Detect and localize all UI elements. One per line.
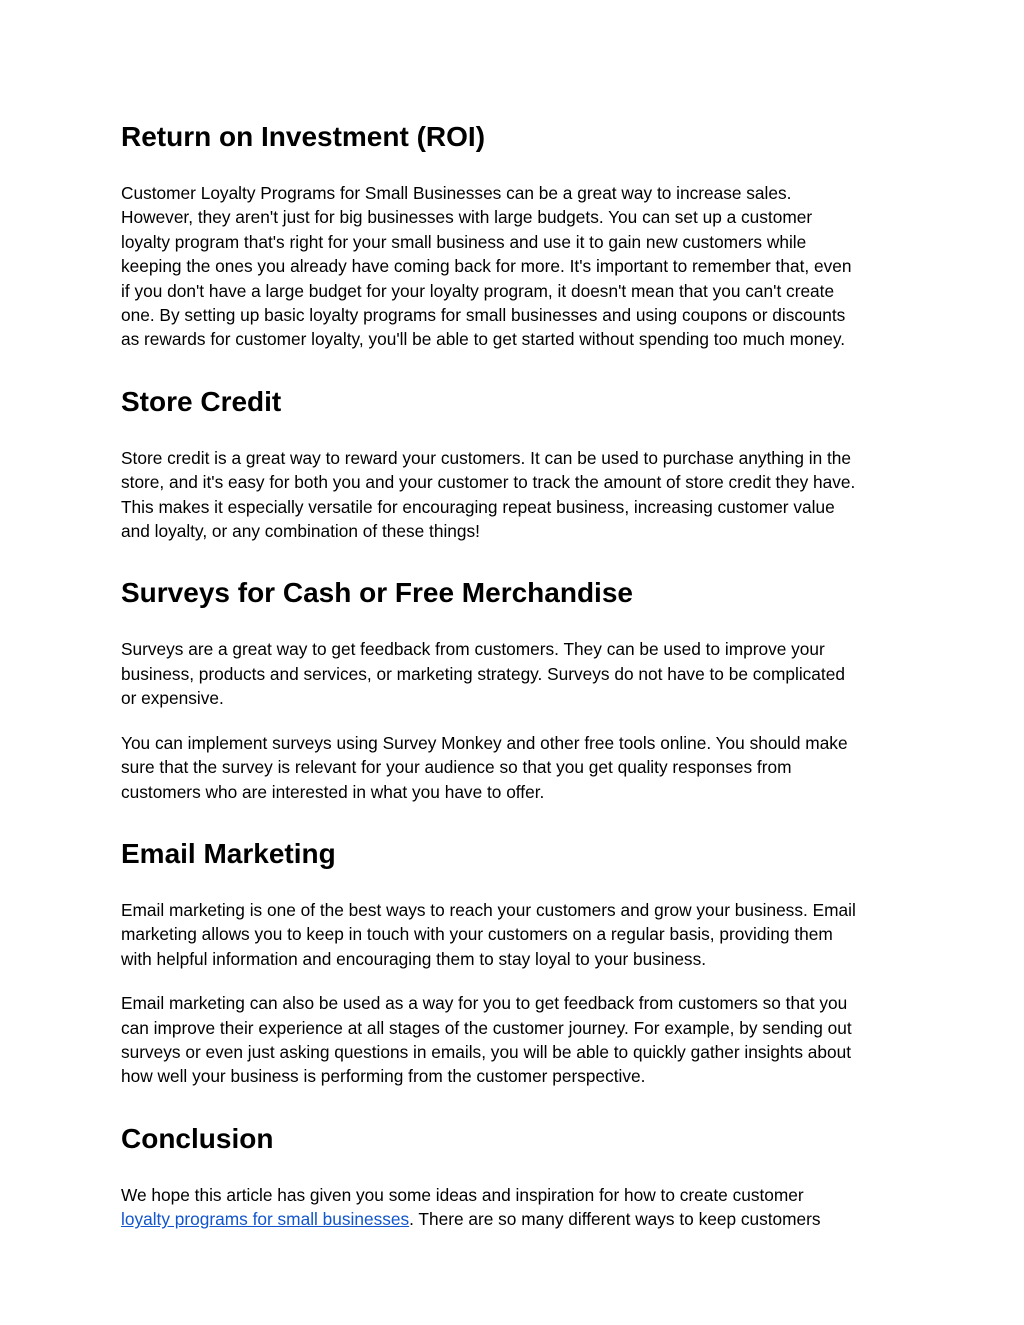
text-line: Store credit is a great way to reward your customers. It can be used to purchase anything in the	[121, 447, 852, 468]
body-paragraph	[121, 446, 911, 544]
text-line: loyalty program that's right for your small business and use it to gain new customers while	[121, 231, 807, 252]
body-paragraph	[121, 731, 911, 804]
section-conclusion	[121, 1119, 911, 1232]
section-heading: Conclusion	[121, 1122, 274, 1154]
body-paragraph	[121, 1183, 911, 1232]
text-line: This makes it especially versatile for encouraging repeat business, increasing customer value	[121, 496, 835, 517]
text-line: keeping the ones you already have coming back for more. It's important to remember that, even	[121, 256, 852, 277]
body-paragraph	[121, 898, 911, 971]
section-heading: Store Credit	[121, 385, 282, 417]
body-paragraph	[121, 181, 911, 352]
text-line: Customer Loyalty Programs for Small Businesses can be a great way to increase sales.	[121, 183, 792, 203]
text-line: if you don't have a large budget for your loyalty program, it doesn't mean that you can't create	[121, 280, 835, 301]
body-paragraph	[121, 991, 911, 1089]
text-line: Email marketing can also be used as a way for you to get feedback from customers so that you	[121, 993, 848, 1014]
section-email-marketing	[121, 834, 911, 1089]
text-line	[121, 1207, 911, 1231]
text-line: can improve their experience at all stages of the customer journey. For example, by sending out	[121, 1017, 852, 1038]
text-line: customers who are interested in what you have to offer.	[121, 781, 545, 802]
text-line: store, and it's easy for both you and your customer to track the amount of store credit they have.	[121, 472, 856, 493]
section-roi	[121, 117, 911, 352]
text-line: However, they aren't just for big businesses with large budgets. You can set up a customer	[121, 207, 813, 228]
text-line: business, products and services, or marketing strategy. Surveys do not have to be complicated	[121, 663, 845, 684]
text-line: or expensive.	[121, 688, 224, 709]
text-line: marketing allows you to keep in touch with your customers on a regular basis, providing them	[121, 924, 833, 945]
section-heading: Surveys for Cash or Free Merchandise	[121, 577, 633, 609]
section-heading: Return on Investment (ROI)	[121, 121, 486, 152]
text-line: sure that the survey is relevant for your audience so that you get quality responses from	[121, 757, 792, 778]
text-line: one. By setting up basic loyalty programs for small businesses and using coupons or discounts	[121, 305, 846, 326]
body-paragraph	[121, 637, 911, 710]
loyalty-programs-link[interactable]: loyalty programs for small businesses	[121, 1209, 410, 1230]
text-line: with helpful information and encouraging them to stay loyal to your business.	[121, 948, 707, 969]
section-store-credit	[121, 382, 911, 544]
text-line: We hope this article has given you some ideas and inspiration for how to create customer	[121, 1184, 804, 1205]
section-surveys	[121, 573, 911, 803]
document-page	[121, 117, 911, 1262]
text-line: as rewards for customer loyalty, you'll be able to get started without spending too much money.	[121, 329, 846, 350]
text-line: You can implement surveys using Survey Monkey and other free tools online. You should make	[121, 732, 848, 753]
text-line: Email marketing is one of the best ways to reach your customers and grow your business. Email	[121, 899, 856, 920]
text-line: how well your business is performing from the customer perspective.	[121, 1066, 646, 1087]
section-heading: Email Marketing	[121, 837, 336, 869]
text-line: and loyalty, or any combination of these things!	[121, 521, 480, 542]
text-line: Surveys are a great way to get feedback from customers. They can be used to improve your	[121, 639, 825, 660]
text-fragment: . There are so many different ways to keep customers	[409, 1209, 821, 1230]
text-line: surveys or even just asking questions in emails, you will be able to quickly gather insights about	[121, 1041, 852, 1062]
